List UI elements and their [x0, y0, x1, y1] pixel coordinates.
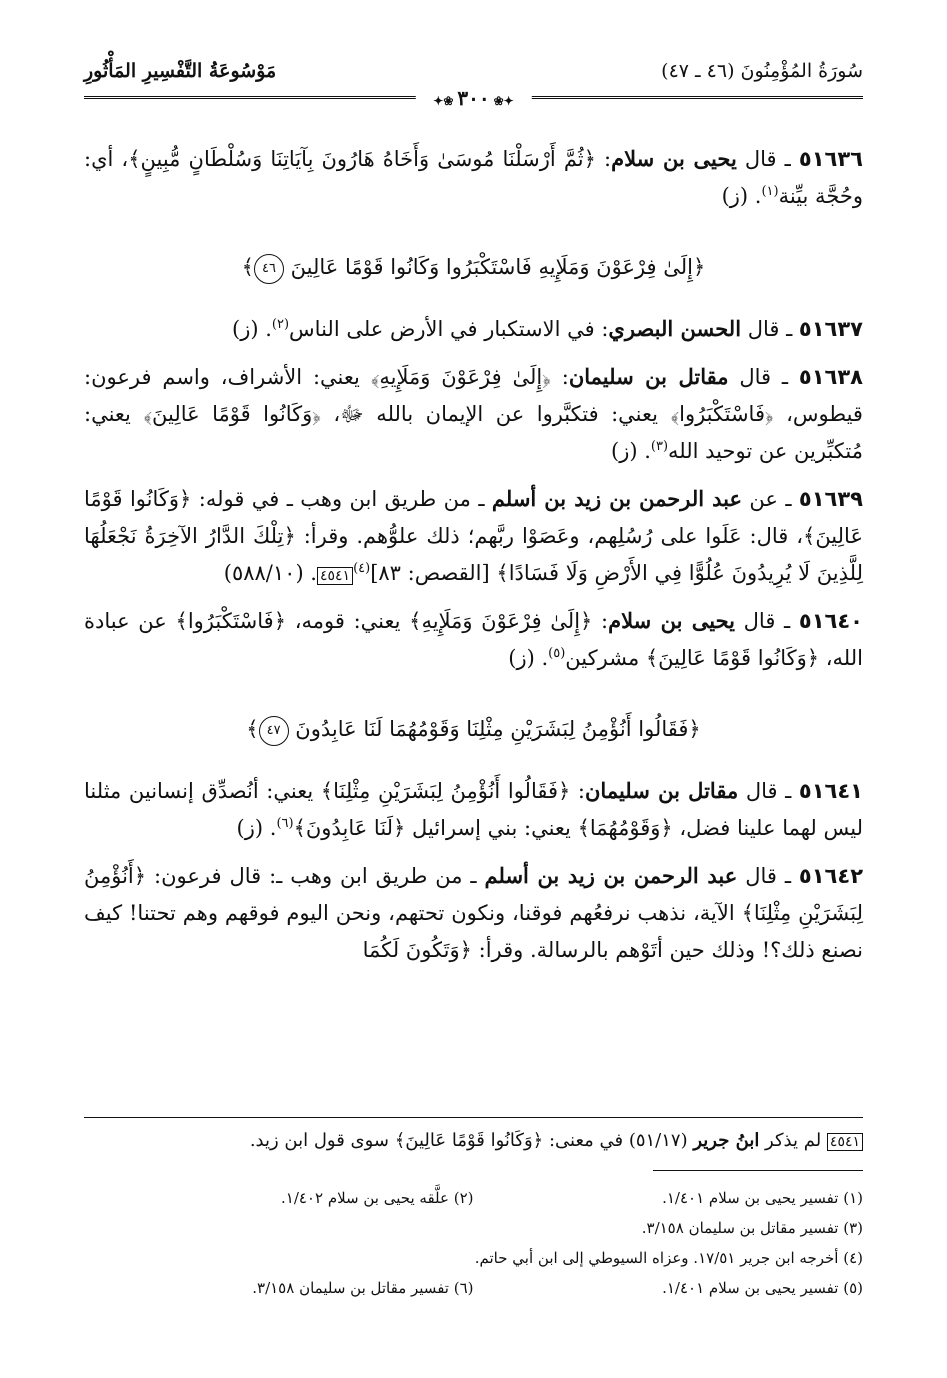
narration-51639: ٥١٦٣٩ ـ عن عبد الرحمن بن زيد بن أسلم ـ من طريق ابن وهب ـ في قوله: ﴿وَكَانُوا قَوْمًا عَالِينَ﴾، قال: عَلَوا على رُسُلِهم، وعَصَوْا ربَّهم؛ ذلك علوُّهم. وقرأ: ﴿تِلْكَ الدَّارُ الآخِرَةُ نَجْعَلُهَا لِلَّذِينَ لَا يُرِيدُونَ عُلُوًّا فِي الأَرْضِ وَلَا فَسَادًا﴾ [القصص: ٨٣]$^{(٤)}$٤٥٤١. (٥٨٨/١٠): [84, 486, 863, 585]
quran-quote: ﴿لَنَا عَابِدُونَ﴾: [293, 816, 406, 840]
narration-51641: ٥١٦٤١ ـ قال مقاتل بن سليمان: ﴿فَقَالُوا أَنُؤْمِنُ لِبَشَرَيْنِ مِثْلِنَا﴾ يعني: أنُصدِّق إنسانين مثلنا ليس لهما علينا فضل، ﴿وَقَوْمُهُمَا﴾ يعني: بني إسرائيل ﴿لَنَا عَابِدُونَ﴾$^{(٦)}$. (ز): [84, 778, 863, 840]
footnotes: [84, 1183, 863, 1303]
verse-number-badge: ٤٧: [259, 716, 289, 746]
verse-number-badge: ٤٦: [254, 254, 284, 284]
quran-quote: ﴿وَقَوْمُهُمَا﴾: [577, 816, 673, 840]
quran-quote: ﴿أَنُؤْمِنُ لِبَشَرَيْنِ مِثْلِنَا﴾: [84, 864, 864, 925]
footnote-3: (٣) تفسير مقاتل بن سليمان ٣/١٥٨.: [641, 1219, 863, 1237]
commentary-marker: ٤٥٤١: [827, 1133, 863, 1151]
footnote-2: (٢) علَّقه يحيى بن سلام ١/٤٠٢.: [280, 1189, 474, 1207]
quran-quote: ﴿فَاسْتَكْبَرُوا﴾: [670, 402, 774, 426]
verse-47: ﴿فَقَالُوا أَنُؤْمِنُ لِبَشَرَيْنِ مِثْلِنَا وَقَوْمُهُمَا لَنَا عَابِدُونَ ٤٧﴾: [84, 711, 863, 748]
footnote-ref: (٦): [276, 816, 294, 831]
narration-51636: ٥١٦٣٦ ـ قال يحيى بن سلام: ﴿ثُمَّ أَرْسَلْنَا مُوسَىٰ وَأَخَاهُ هَارُونَ بِآيَاتِنَا وَسُلْطَانٍ مُّبِينٍ﴾، أي: وحُجَّة بيِّنة$^{(١)}$. (ز): [84, 146, 863, 208]
footnote-ref: (٥): [548, 646, 566, 661]
footnote-row: [84, 1273, 863, 1303]
ornament-icon: ✦❀: [493, 94, 514, 108]
footnote-ref: (٤): [353, 561, 371, 576]
quran-quote: ﴿فَاسْتَكْبَرُوا﴾: [175, 609, 287, 633]
footnote-row: [84, 1213, 863, 1243]
footnote-row: [84, 1243, 863, 1273]
quran-quote: ﴿ثُمَّ أَرْسَلْنَا مُوسَىٰ وَأَخَاهُ هَارُونَ بِآيَاتِنَا وَسُلْطَانٍ مُّبِينٍ﴾: [128, 147, 596, 171]
narration-51640: ٥١٦٤٠ ـ قال يحيى بن سلام: ﴿إِلَىٰ فِرْعَوْنَ وَمَلَإِيهِ﴾ يعني: قومه، ﴿فَاسْتَكْبَرُوا﴾ عن عبادة الله، ﴿وَكَانُوا قَوْمًا عَالِينَ﴾ مشركين$^{(٥)}$. (ز): [84, 608, 863, 670]
editor-note: ٤٥٤١ لم يذكر ابنُ جرير (٥١/١٧) في معنى: ﴿وَكَانُوا قَوْمًا عَالِينَ﴾ سوى قول ابن زيد.: [84, 1117, 863, 1151]
narration-51642: ٥١٦٤٢ ـ قال عبد الرحمن بن زيد بن أسلم ـ من طريق ابن وهب ـ: قال فرعون: ﴿أَنُؤْمِنُ لِبَشَرَيْنِ مِثْلِنَا﴾ الآية، نذهب نرفعُهم فوقنا، ونكون تحتهم، ونحن اليوم فوقهم وهم تحتنا! كيف نصنع ذلك؟! وذلك حين أتَوْهم بالرسالة. وقرأ: ﴿وَتَكُونَ لَكُمَا: [84, 863, 864, 962]
quran-quote: ﴿إِلَىٰ فِرْعَوْنَ وَمَلَإِيهِ﴾: [370, 365, 551, 389]
narration-51638: ٥١٦٣٨ ـ قال مقاتل بن سليمان: ﴿إِلَىٰ فِرْعَوْنَ وَمَلَإِيهِ﴾ يعني: الأشراف، واسم فرعون: قيطوس، ﴿فَاسْتَكْبَرُوا﴾ يعني: فتكبَّروا عن الإيمان بالله ﷻ، ﴿وَكَانُوا قَوْمًا عَالِينَ﴾ يعني: مُتكبِّرين عن توحيد الله$^{(٣)}$. (ز): [84, 364, 863, 463]
quran-quote: ﴿فَقَالُوا أَنُؤْمِنُ لِبَشَرَيْنِ مِثْلِنَا﴾: [320, 779, 571, 803]
footnote-5: (٥) تفسير يحيى بن سلام ١/٤٠١.: [662, 1279, 863, 1297]
footnote-ref: (١): [761, 184, 779, 199]
quran-quote: ﴿تِلْكَ الدَّارُ الآخِرَةُ نَجْعَلُهَا لِلَّذِينَ لَا يُرِيدُونَ عُلُوًّا فِي الأَرْضِ وَلَا فَسَادًا﴾: [84, 524, 863, 585]
quran-quote: ﴿وَتَكُونَ لَكُمَا: [362, 938, 472, 962]
narration-51637: ٥١٦٣٧ ـ قال الحسن البصري: في الاستكبار في الأرض على الناس$^{(٢)}$. (ز): [232, 316, 863, 341]
footnote-ref: (٣): [650, 439, 669, 454]
footnote-separator: [653, 1170, 863, 1171]
footnote-4: (٤) أخرجه ابن جرير ١٧/٥١. وعزاه السيوطي إلى ابن أبي حاتم.: [474, 1249, 863, 1267]
footnote-1: (١) تفسير يحيى بن سلام ١/٤٠١.: [662, 1189, 863, 1207]
surah-title: سُورَةُ المُؤْمِنُونَ (٤٦ ـ ٤٧): [661, 60, 863, 82]
footnote-row: [84, 1183, 863, 1213]
quran-quote: ﴿إِلَىٰ فِرْعَوْنَ وَمَلَإِيهِ﴾: [409, 609, 593, 633]
ornament-icon: ❀✦: [433, 94, 454, 108]
quran-quote: ﴿وَكَانُوا قَوْمًا عَالِينَ﴾: [143, 402, 321, 426]
book-title: مَوْسُوعَةُ التَّفْسِيرِ المَأْثُورِ: [84, 60, 277, 82]
main-text: [84, 140, 863, 979]
quran-quote: ﴿وَكَانُوا قَوْمًا عَالِينَ﴾: [645, 646, 820, 670]
quran-quote: ﴿وَكَانُوا قَوْمًا عَالِينَ﴾: [394, 1130, 544, 1151]
verse-46: ﴿إِلَىٰ فِرْعَوْنَ وَمَلَإِيهِ فَاسْتَكْبَرُوا وَكَانُوا قَوْمًا عَالِينَ ٤٦﴾: [84, 249, 863, 286]
commentary-marker: ٤٥٤١: [317, 567, 353, 585]
footnote-ref: (٢): [271, 317, 290, 332]
footnote-6: (٦) تفسير مقاتل بن سليمان ٣/١٥٨.: [252, 1279, 474, 1297]
page-number: ✦❀٣٠٠❀✦: [415, 86, 531, 110]
quran-quote: ﴿وَكَانُوا قَوْمًا عَالِينَ﴾: [84, 487, 863, 548]
